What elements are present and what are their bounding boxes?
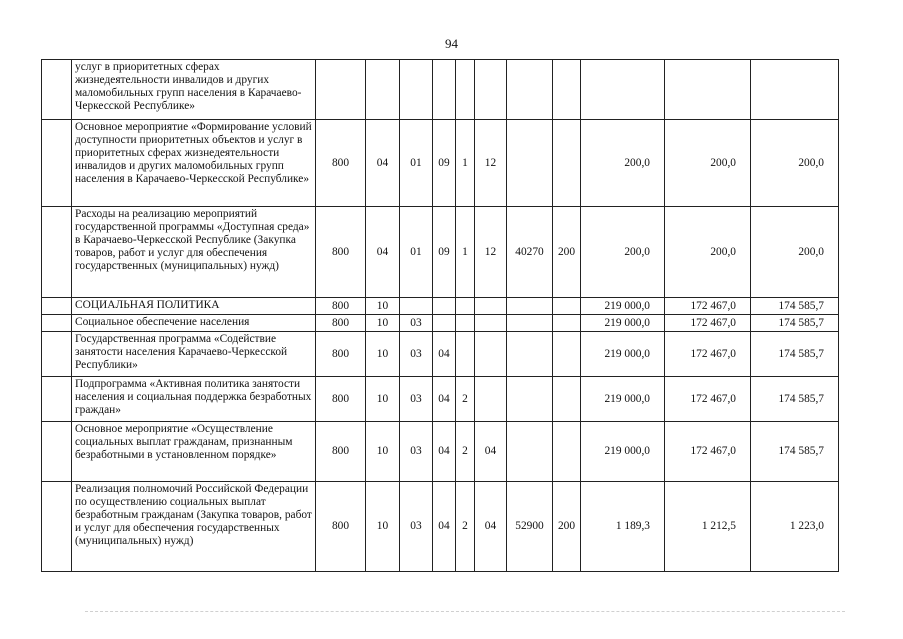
row-name-cell: Государственная программа «Содействие занятости населения Карачаево-Черкесской Республики» <box>72 332 316 377</box>
vr-cell <box>553 60 581 120</box>
cs-program-cell <box>433 298 456 315</box>
rz-cell: 10 <box>366 298 400 315</box>
table-row <box>42 332 839 377</box>
table-row <box>42 377 839 422</box>
amount-year3-cell: 1 223,0 <box>751 482 839 572</box>
ved-cell: 800 <box>316 332 366 377</box>
table-row <box>42 120 839 207</box>
cs-event-cell <box>475 60 507 120</box>
row-name-cell: Расходы на реализацию мероприятий государственной программы «Доступная среда» в Карачаево-Черкесской Республике (Закупка товаров, работ и услуг для обеспечения государственных (муниципальных) нужд) <box>72 207 316 298</box>
row-name-cell: Реализация полномочий Российской Федерации по осуществлению социальных выплат безработным гражданам (Закупка товаров, работ и услуг для обеспечения государственных (муниципальных) нужд) <box>72 482 316 572</box>
cs-program-cell: 04 <box>433 332 456 377</box>
amount-year1-cell: 1 189,3 <box>581 482 665 572</box>
table-row <box>42 298 839 315</box>
cs-event-cell: 04 <box>475 482 507 572</box>
amount-year2-cell <box>665 60 751 120</box>
amount-year1-cell: 219 000,0 <box>581 315 665 332</box>
ved-cell: 800 <box>316 298 366 315</box>
row-number-cell <box>42 315 72 332</box>
ved-cell: 800 <box>316 422 366 482</box>
cs-event-cell <box>475 298 507 315</box>
row-name-cell: Подпрограмма «Активная политика занятости населения и социальная поддержка безработных граждан» <box>72 377 316 422</box>
vr-cell: 200 <box>553 207 581 298</box>
amount-year1-cell: 219 000,0 <box>581 422 665 482</box>
cs-program-cell: 04 <box>433 482 456 572</box>
amount-year3-cell: 200,0 <box>751 120 839 207</box>
row-number-cell <box>42 482 72 572</box>
cs-event-cell <box>475 315 507 332</box>
ved-cell <box>316 60 366 120</box>
row-name-cell: СОЦИАЛЬНАЯ ПОЛИТИКА <box>72 298 316 315</box>
vr-cell <box>553 332 581 377</box>
cs-direction-cell: 52900 <box>507 482 553 572</box>
cs-direction-cell <box>507 377 553 422</box>
amount-year2-cell: 200,0 <box>665 120 751 207</box>
row-name-cell: Основное мероприятие «Формирование условий доступности приоритетных объектов и услуг в приоритетных сферах жизнедеятельности инвалидов и других маломобильных групп населения в Карачаево-Черкесской Республике» <box>72 120 316 207</box>
rz-cell: 10 <box>366 482 400 572</box>
cs-event-cell: 12 <box>475 207 507 298</box>
cs-program-cell <box>433 315 456 332</box>
row-number-cell <box>42 422 72 482</box>
table-row <box>42 60 839 120</box>
row-number-cell <box>42 377 72 422</box>
cs-event-cell <box>475 377 507 422</box>
cs-subprogram-cell <box>456 315 475 332</box>
cs-program-cell: 09 <box>433 207 456 298</box>
vr-cell <box>553 377 581 422</box>
amount-year2-cell: 172 467,0 <box>665 332 751 377</box>
ved-cell: 800 <box>316 315 366 332</box>
amount-year2-cell: 172 467,0 <box>665 315 751 332</box>
table-row <box>42 207 839 298</box>
amount-year2-cell: 1 212,5 <box>665 482 751 572</box>
amount-year1-cell: 200,0 <box>581 120 665 207</box>
rz-cell: 10 <box>366 315 400 332</box>
pr-cell: 03 <box>400 315 433 332</box>
table-row <box>42 422 839 482</box>
cs-subprogram-cell <box>456 60 475 120</box>
amount-year1-cell <box>581 60 665 120</box>
amount-year3-cell: 174 585,7 <box>751 422 839 482</box>
cs-program-cell: 04 <box>433 377 456 422</box>
vr-cell: 200 <box>553 482 581 572</box>
table-row <box>42 482 839 572</box>
amount-year1-cell: 219 000,0 <box>581 298 665 315</box>
cs-event-cell <box>475 332 507 377</box>
row-number-cell <box>42 332 72 377</box>
cs-subprogram-cell: 2 <box>456 377 475 422</box>
amount-year2-cell: 172 467,0 <box>665 422 751 482</box>
pr-cell: 01 <box>400 120 433 207</box>
rz-cell: 04 <box>366 207 400 298</box>
ved-cell: 800 <box>316 120 366 207</box>
page-number: 94 <box>445 36 458 51</box>
vr-cell <box>553 120 581 207</box>
rz-cell: 04 <box>366 120 400 207</box>
cs-program-cell <box>433 60 456 120</box>
pr-cell <box>400 60 433 120</box>
amount-year3-cell: 174 585,7 <box>751 298 839 315</box>
row-number-cell <box>42 207 72 298</box>
row-name-cell: услуг в приоритетных сферах жизнедеятельности инвалидов и других маломобильных групп населения в Карачаево-Черкесской Республике» <box>72 60 316 120</box>
cs-program-cell: 09 <box>433 120 456 207</box>
cs-direction-cell <box>507 120 553 207</box>
amount-year3-cell: 174 585,7 <box>751 315 839 332</box>
vr-cell <box>553 298 581 315</box>
row-name-cell: Основное мероприятие «Осуществление социальных выплат гражданам, признанным безработными в установленном порядке» <box>72 422 316 482</box>
ved-cell: 800 <box>316 207 366 298</box>
cs-event-cell: 12 <box>475 120 507 207</box>
amount-year3-cell: 200,0 <box>751 207 839 298</box>
row-number-cell <box>42 60 72 120</box>
amount-year3-cell <box>751 60 839 120</box>
rz-cell: 10 <box>366 332 400 377</box>
row-number-cell <box>42 298 72 315</box>
cs-subprogram-cell: 2 <box>456 422 475 482</box>
amount-year3-cell: 174 585,7 <box>751 377 839 422</box>
cs-subprogram-cell <box>456 332 475 377</box>
cs-subprogram-cell: 1 <box>456 207 475 298</box>
cs-direction-cell <box>507 60 553 120</box>
pr-cell <box>400 298 433 315</box>
cs-subprogram-cell: 2 <box>456 482 475 572</box>
cs-subprogram-cell <box>456 298 475 315</box>
amount-year1-cell: 200,0 <box>581 207 665 298</box>
cs-subprogram-cell: 1 <box>456 120 475 207</box>
cs-direction-cell: 40270 <box>507 207 553 298</box>
cs-direction-cell <box>507 332 553 377</box>
cs-direction-cell <box>507 298 553 315</box>
cs-direction-cell <box>507 315 553 332</box>
vr-cell <box>553 422 581 482</box>
ved-cell: 800 <box>316 377 366 422</box>
budget-table <box>41 59 839 572</box>
ved-cell: 800 <box>316 482 366 572</box>
vr-cell <box>553 315 581 332</box>
row-number-cell <box>42 120 72 207</box>
amount-year1-cell: 219 000,0 <box>581 377 665 422</box>
pr-cell: 03 <box>400 332 433 377</box>
amount-year2-cell: 200,0 <box>665 207 751 298</box>
pr-cell: 03 <box>400 377 433 422</box>
cs-event-cell: 04 <box>475 422 507 482</box>
rz-cell: 10 <box>366 422 400 482</box>
pr-cell: 01 <box>400 207 433 298</box>
amount-year1-cell: 219 000,0 <box>581 332 665 377</box>
rz-cell <box>366 60 400 120</box>
row-name-cell: Социальное обеспечение населения <box>72 315 316 332</box>
pr-cell: 03 <box>400 422 433 482</box>
cs-program-cell: 04 <box>433 422 456 482</box>
rz-cell: 10 <box>366 377 400 422</box>
pr-cell: 03 <box>400 482 433 572</box>
table-row <box>42 315 839 332</box>
amount-year2-cell: 172 467,0 <box>665 377 751 422</box>
amount-year3-cell: 174 585,7 <box>751 332 839 377</box>
amount-year2-cell: 172 467,0 <box>665 298 751 315</box>
footer-divider <box>85 611 845 612</box>
cs-direction-cell <box>507 422 553 482</box>
